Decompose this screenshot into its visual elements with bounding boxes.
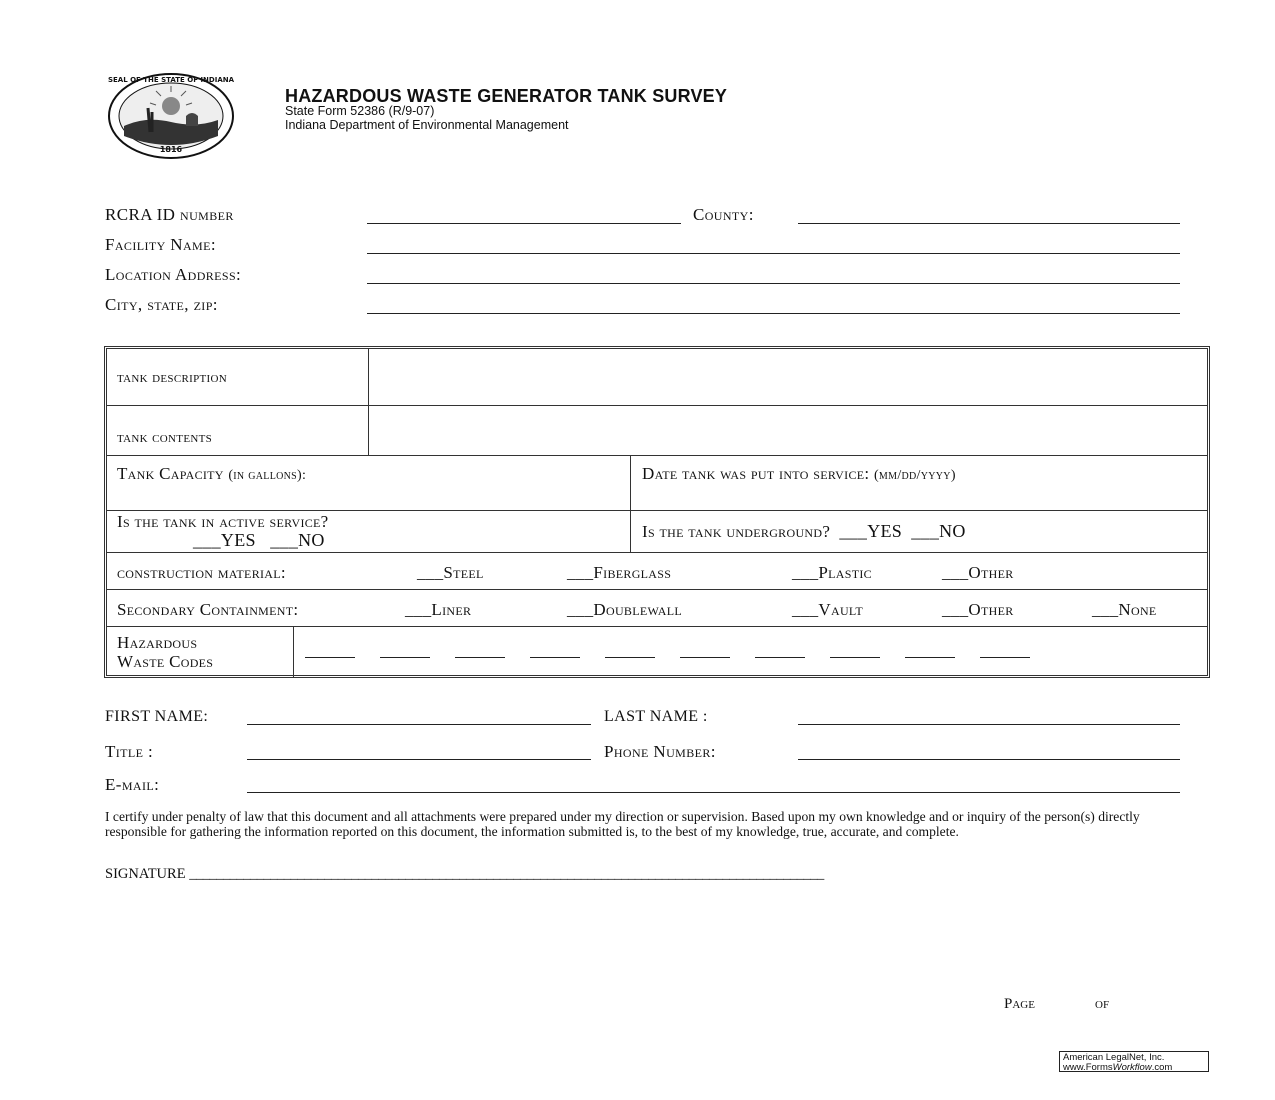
active-service-options [193,530,325,551]
tank-description-input[interactable] [369,349,1209,405]
waste-code-input[interactable] [830,657,880,658]
construction-option-steel[interactable]: ___Steel [417,563,484,582]
facility-name-input[interactable] [367,253,1180,254]
service-date-text: Date tank was put into service: [642,464,870,483]
column-divider [630,455,631,552]
underground-row [642,521,966,542]
row-divider [107,552,1207,553]
rcra-id-text: RCRA ID [105,205,176,224]
underground-yes-option[interactable]: ___YES [839,521,903,541]
phone-number-label: Phone Number: [604,742,716,761]
tank-capacity-label [117,464,306,484]
tank-description-label: tank description [117,369,227,386]
column-divider [293,626,294,678]
last-name-input[interactable] [798,724,1180,725]
waste-code-input[interactable] [605,657,655,658]
active-yes-option[interactable]: ___YES [193,530,256,550]
vendor-url-italic: Workflow [1112,1062,1152,1073]
waste-code-input[interactable] [380,657,430,658]
county-label: County: [693,205,754,224]
active-no-option[interactable]: ___NO [270,530,325,550]
page-of-label: of [1095,996,1110,1012]
tank-capacity-unit: (in gallons): [228,468,307,483]
containment-option-doublewall[interactable]: ___Doublewall [567,600,682,619]
row-divider [107,510,1207,511]
containment-option-other[interactable]: ___Other [942,600,1014,619]
vendor-url-prefix: www.Forms [1063,1062,1113,1073]
rcra-id-label [105,205,234,225]
waste-code-input[interactable] [755,657,805,658]
waste-code-input[interactable] [455,657,505,658]
agency-name: Indiana Department of Environmental Management [285,118,569,132]
county-input[interactable] [798,223,1180,224]
underground-no-option[interactable]: ___NO [911,521,966,541]
service-date-label [642,464,956,484]
waste-codes-label-line2: Waste Codes [117,652,214,671]
first-name-label: FIRST NAME: [105,708,209,725]
seal-graphic [106,72,236,160]
vendor-box [1059,1051,1209,1072]
tank-details-table [104,346,1210,678]
tank-contents-label: tank contents [117,429,213,446]
vendor-url-suffix: .com [1151,1062,1173,1073]
waste-code-input[interactable] [530,657,580,658]
construction-option-plastic[interactable]: ___Plastic [792,563,872,582]
waste-codes-label-line1: Hazardous [117,633,198,652]
location-address-label: Location Address: [105,265,242,284]
certification-text: I certify under penalty of law that this document and all attachments were prepared under my direction or supervision. Based upon my own knowledge and or inquiry of the person(s) directly responsible for gathering the information reported on this document, the information submitted is, to the best of my knowledge, true, accurate, and complete. [105,809,1140,839]
rcra-id-input[interactable] [367,223,681,224]
active-service-label: Is the tank in active service? [117,512,329,531]
svg-text:1816: 1816 [159,145,183,154]
waste-code-input[interactable] [680,657,730,658]
containment-option-liner[interactable]: ___Liner [405,600,472,619]
title-input[interactable] [247,759,591,760]
row-divider [107,455,1207,456]
service-date-format: (mm/dd/yyyy) [873,468,956,483]
email-label: E-mail: [105,775,160,794]
facility-name-label: Facility Name: [105,235,216,254]
phone-number-input[interactable] [798,759,1180,760]
row-divider [107,626,1207,627]
construction-material-label: construction material: [117,563,286,582]
state-seal [106,72,236,160]
title-label: Title : [105,742,154,761]
form-number: State Form 52386 (R/9-07) [285,104,435,118]
signature-row [105,866,824,883]
underground-label: Is the tank underground? [642,522,831,541]
containment-option-vault[interactable]: ___Vault [792,600,864,619]
signature-label: SIGNATURE [105,866,186,882]
last-name-label: LAST NAME : [604,708,708,725]
waste-code-input[interactable] [305,657,355,658]
signature-input[interactable]: ______________________________________________________________________________________________ [189,866,824,882]
city-state-zip-input[interactable] [367,313,1180,314]
containment-option-none[interactable]: ___None [1092,600,1157,619]
vendor-url [1063,1063,1205,1073]
tank-contents-input[interactable] [369,406,1209,455]
waste-code-input[interactable] [905,657,955,658]
waste-code-input[interactable] [980,657,1030,658]
city-state-zip-label: City, state, zip: [105,295,218,314]
construction-option-other[interactable]: ___Other [942,563,1014,582]
first-name-input[interactable] [247,724,591,725]
email-input[interactable] [247,792,1180,793]
tank-capacity-text: Tank Capacity [117,464,224,483]
construction-option-fiberglass[interactable]: ___Fiberglass [567,563,672,582]
row-divider [107,589,1207,590]
form-title: HAZARDOUS WASTE GENERATOR TANK SURVEY [285,86,728,106]
waste-code-blanks [305,645,1205,663]
page-label: Page [1004,996,1035,1012]
secondary-containment-label: Secondary Containment: [117,600,299,619]
vendor-name: American LegalNet, Inc. [1063,1052,1165,1063]
location-address-input[interactable] [367,283,1180,284]
svg-text:SEAL OF THE STATE OF INDIANA: SEAL OF THE STATE OF INDIANA [107,76,235,84]
rcra-id-suffix: number [180,205,234,224]
